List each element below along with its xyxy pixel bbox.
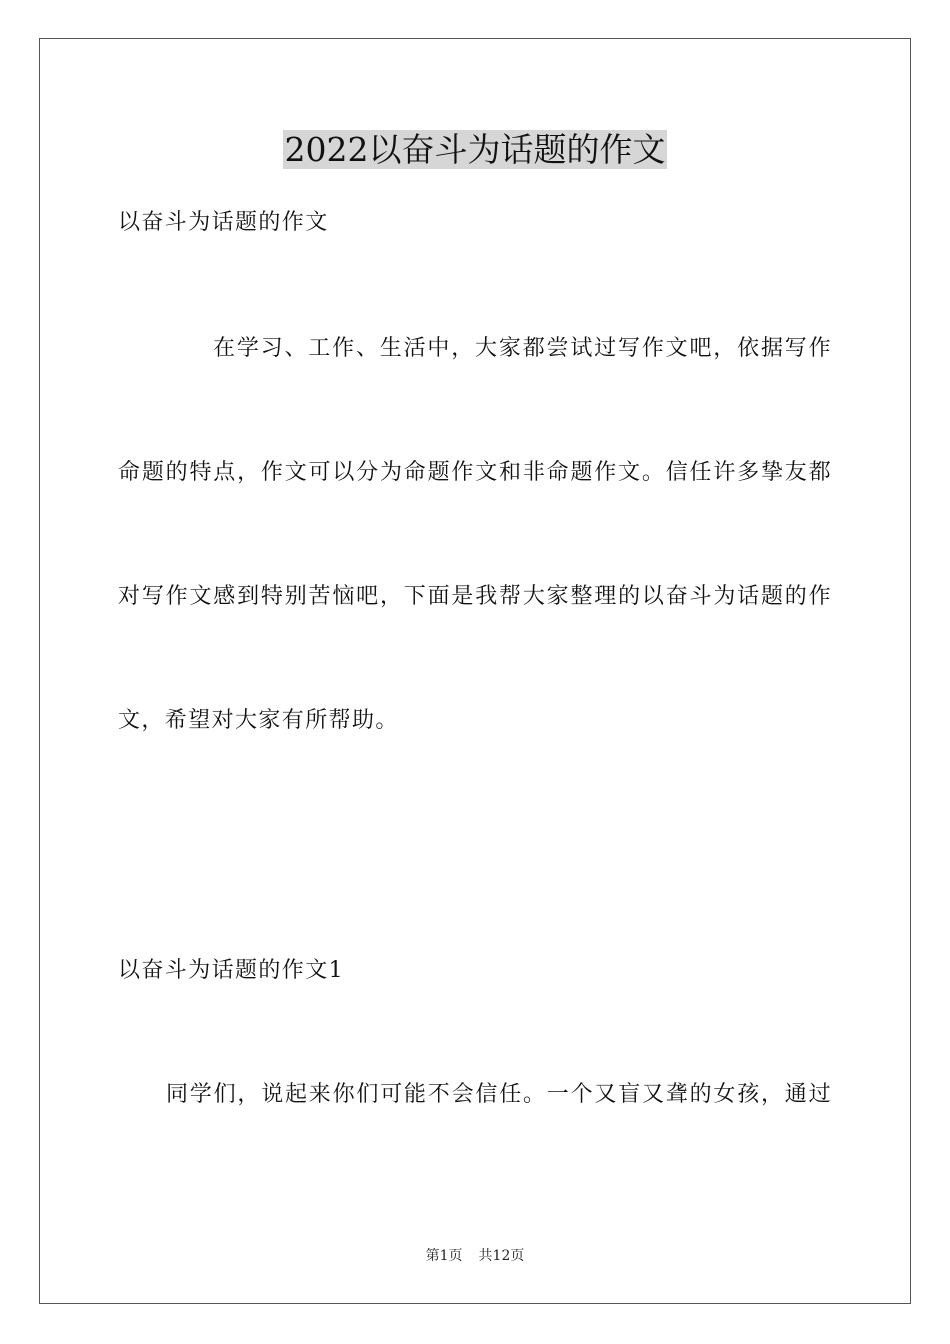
intro-line: 文，希望对大家有所帮助。 xyxy=(118,708,399,733)
intro-line: 在学习、工作、生活中，大家都尝试过写作文吧，依据写作 xyxy=(213,336,832,361)
intro-line: 命题的特点，作文可以分为命题作文和非命题作文。信任许多挚友都 xyxy=(118,460,832,485)
document-title-text: 2022以奋斗为话题的作文 xyxy=(284,130,666,169)
section-line: 同学们，说起来你们可能不会信任。一个又盲又聋的女孩，通过 xyxy=(166,1082,832,1107)
document-subtitle: 以奋斗为话题的作文 xyxy=(118,210,329,235)
document-title xyxy=(0,126,950,174)
section-heading: 以奋斗为话题的作文1 xyxy=(118,958,344,983)
page-number: 第1页 xyxy=(425,1248,463,1264)
intro-line: 对写作文感到特别苦恼吧，下面是我帮大家整理的以奋斗为话题的作 xyxy=(118,584,832,609)
page-footer xyxy=(0,1246,950,1266)
page-total: 共12页 xyxy=(478,1248,525,1264)
